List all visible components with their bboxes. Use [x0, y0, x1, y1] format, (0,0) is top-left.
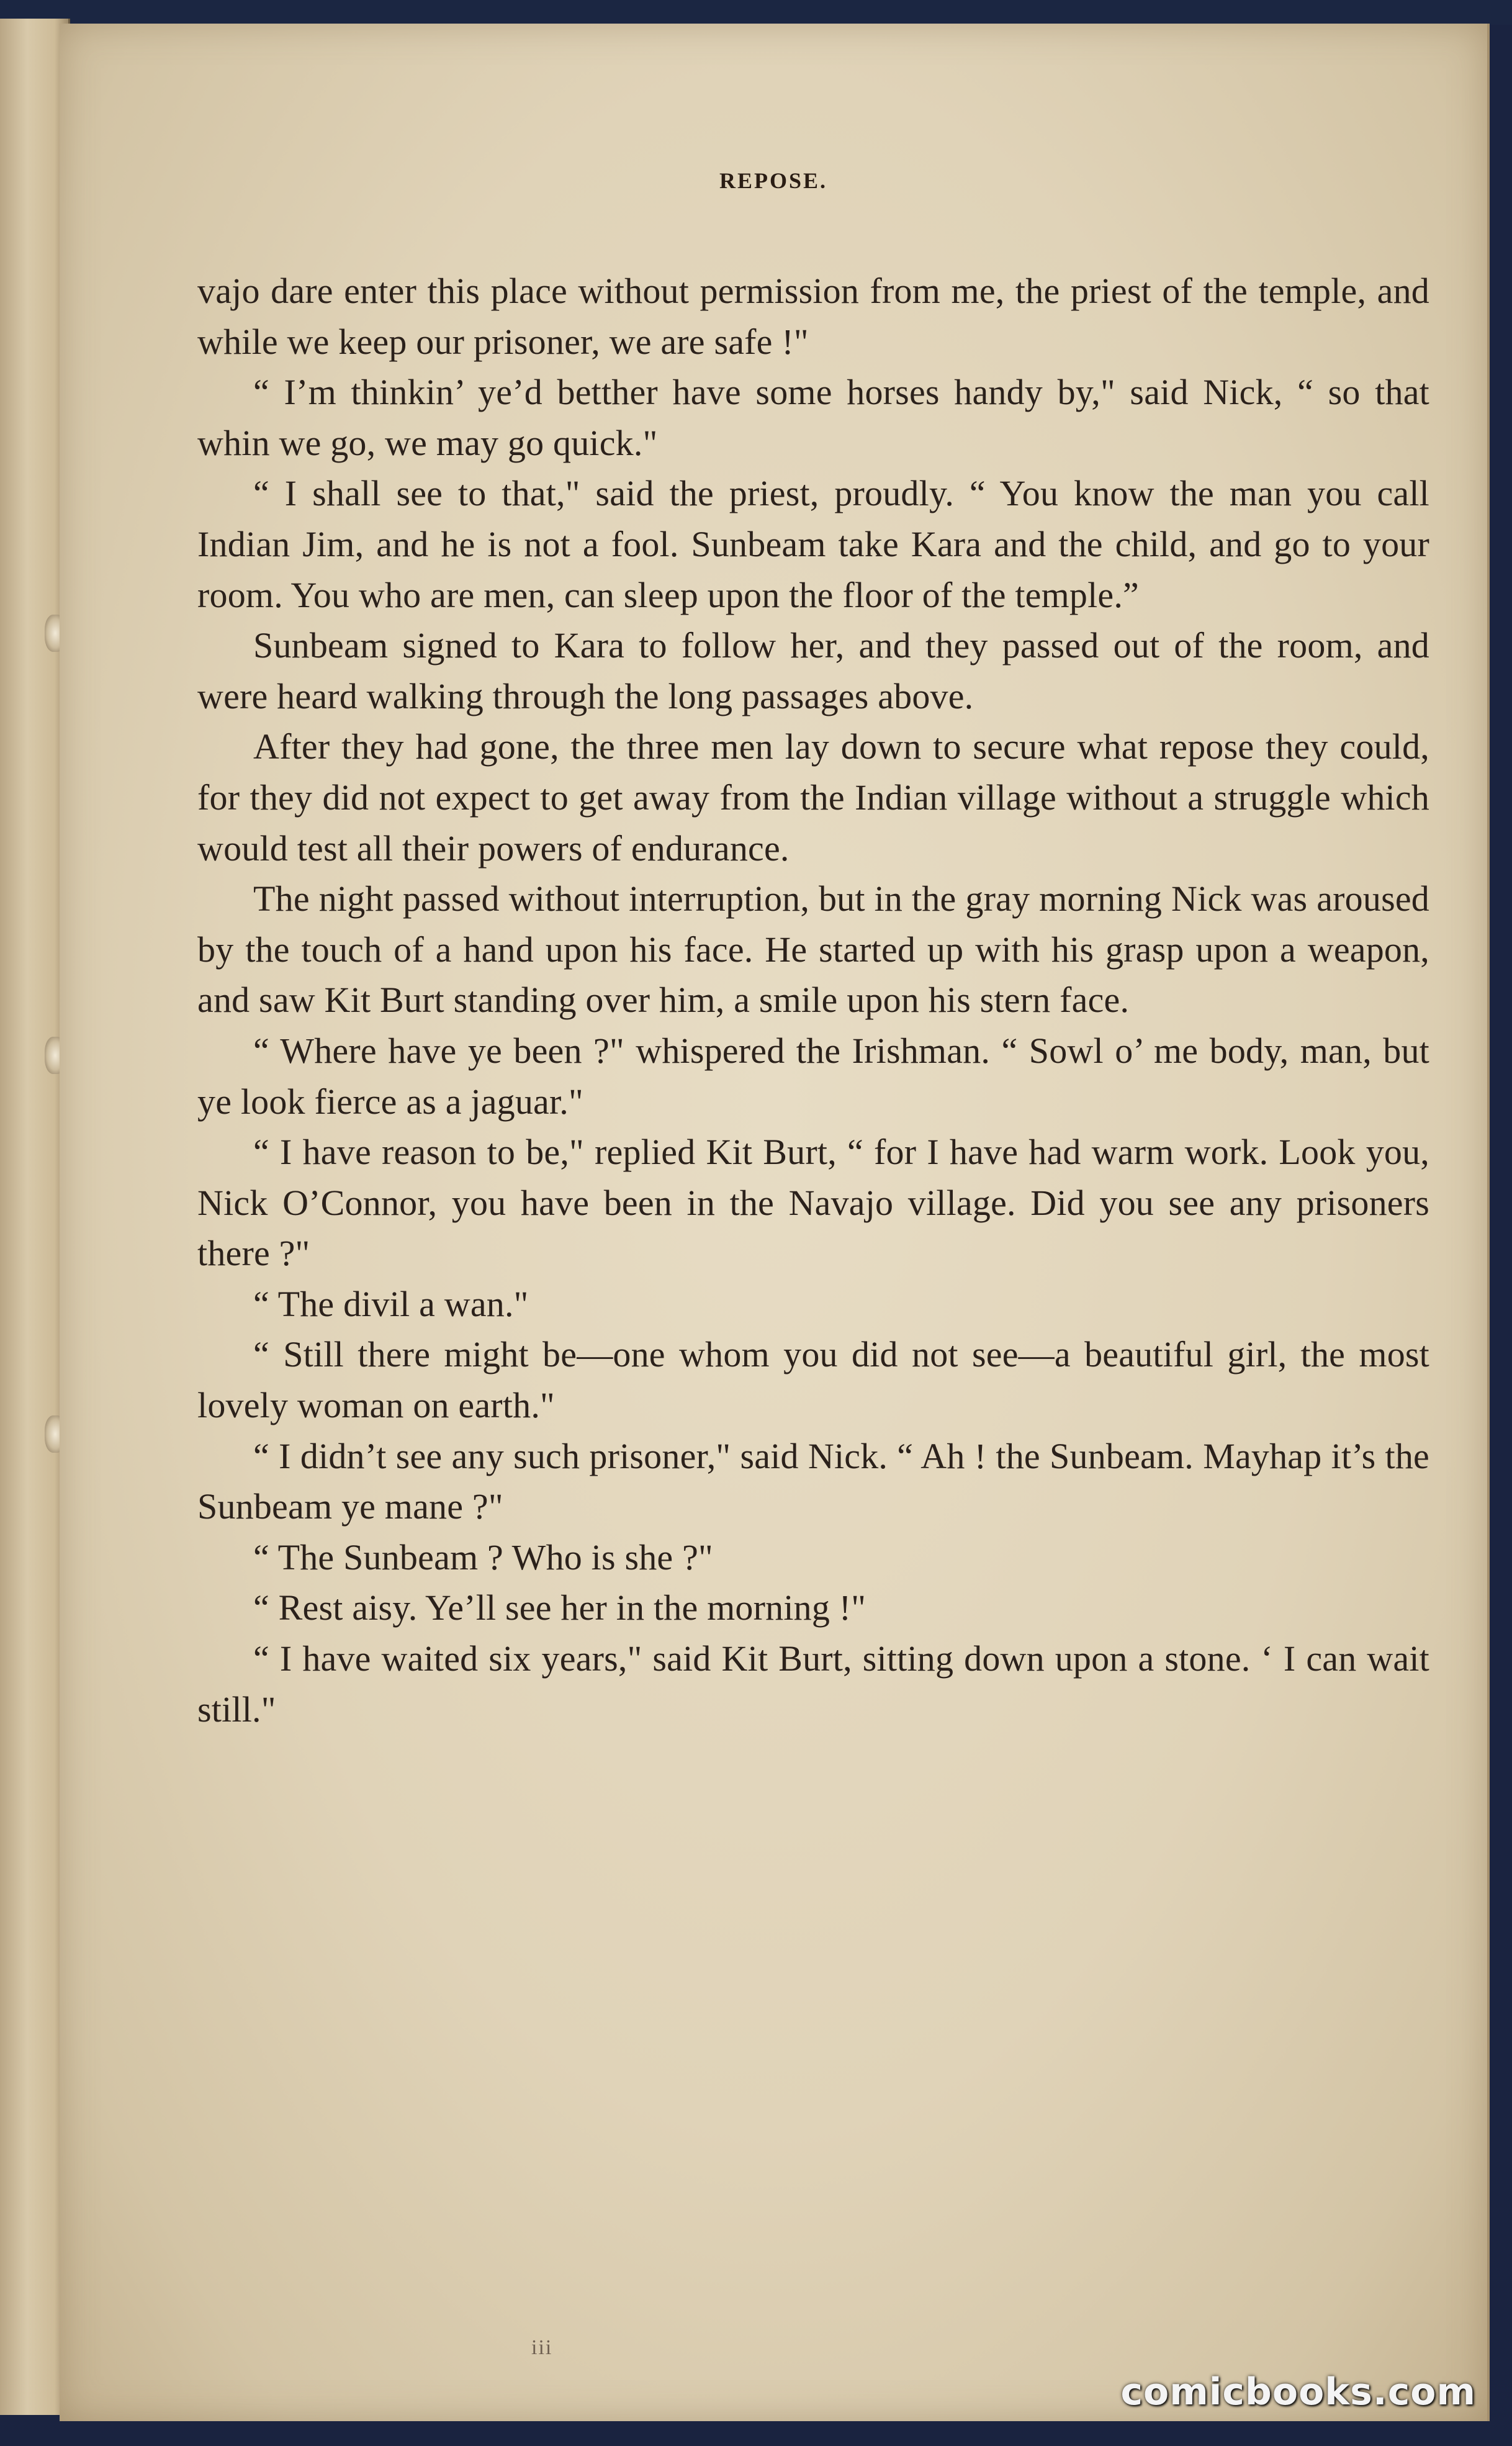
- paragraph: After they had gone, the three men lay down to secure what repose they could, for they did not expect to get away from the Indian village without a struggle which would test all their powers of endurance.: [197, 726, 1429, 869]
- body-text: [197, 266, 1429, 1735]
- paragraph: “ I didn’t see any such prisoner," said Nick. “ Ah ! the Sunbeam. Mayhap it’s the Sunbeam ye mane ?": [197, 1435, 1429, 1527]
- printer-signature-mark: iii: [531, 2336, 553, 2359]
- paragraph: “ Rest aisy. Ye’ll see her in the morning !": [253, 1587, 866, 1628]
- paragraph: “ Where have ye been ?" whispered the Irishman. “ Sowl o’ me body, man, but ye look fierce as a jaguar.": [197, 1030, 1429, 1122]
- paragraph: “ I shall see to that," said the priest, proudly. “ You know the man you call Indian Jim, and he is not a fool. Sunbeam take Kara and the child, and go to your room. You who are men, can sleep upon the floor of the temple.”: [197, 473, 1429, 615]
- paragraph: “ The Sunbeam ? Who is she ?": [253, 1537, 713, 1577]
- paragraph: Sunbeam signed to Kara to follow her, and they passed out of the room, and were heard walking through the long passages above.: [197, 625, 1429, 716]
- site-watermark: comicbooks.com: [1120, 2370, 1476, 2414]
- paragraph: vajo dare enter this place without permission from me, the priest of the temple, and while we keep our prisoner, we are safe !": [197, 271, 1429, 362]
- paragraph: “ I have reason to be," replied Kit Burt, “ for I have had warm work. Look you, Nick O’Connor, you have been in the Navajo village. Did you see any prisoners there ?": [197, 1132, 1429, 1274]
- paragraph: “ I’m thinkin’ ye’d betther have some horses handy by," said Nick, “ so that whin we go, we may go quick.": [197, 372, 1429, 463]
- scan-backdrop: [0, 0, 1512, 25]
- book-page: [60, 24, 1490, 2421]
- paragraph: “ The divil a wan.": [253, 1283, 529, 1324]
- paragraph: “ Still there might be—one whom you did not see—a beautiful girl, the most lovely woman on earth.": [197, 1334, 1429, 1426]
- running-header: REPOSE.: [719, 168, 828, 193]
- paragraph: “ I have waited six years," said Kit Burt, sitting down upon a stone. ‘ I can wait still.": [197, 1638, 1429, 1730]
- paragraph: The night passed without interruption, but in the gray morning Nick was aroused by the touch of a hand upon his face. He started up with his grasp upon a weapon, and saw Kit Burt standing over him, a smile upon his stern face.: [197, 878, 1429, 1021]
